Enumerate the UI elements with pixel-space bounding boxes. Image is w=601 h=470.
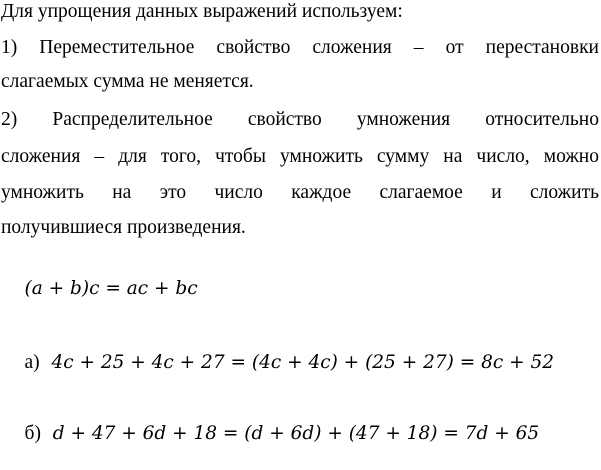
rule-2-line-1: 2) Распределительное свойство умножения относительно <box>1 109 599 130</box>
solution-a <box>1 327 599 399</box>
formula-expression: (a + b)c = ac + bc <box>24 278 198 299</box>
rule-2-line-3: умножить на это число каждое слагаемое и сложить <box>1 182 599 203</box>
solution-b <box>1 398 599 470</box>
rule-2-line-2: сложения – для того, чтобы умножить сумму на число, можно <box>1 146 599 167</box>
rule-1-line-1: 1) Переместительное свойство сложения – от перестановки <box>1 37 599 58</box>
solution-b-expression: d + 47 + 6d + 18 = (d + 6d) + (47 + 18) = 7d + 65 <box>52 423 540 444</box>
solution-b-label: б) <box>24 423 41 444</box>
rule-2-line-4: получившиеся произведения. <box>1 217 246 238</box>
solution-a-expression: 4c + 25 + 4c + 27 = (4c + 4c) + (25 + 27) = 8c + 52 <box>51 352 555 373</box>
intro-line: Для упрощения данных выражений используем: <box>1 1 403 22</box>
distributive-formula <box>1 253 599 325</box>
solution-a-label: а) <box>24 352 40 373</box>
rule-1-line-2: слагаемых сумма не меняется. <box>1 71 254 92</box>
